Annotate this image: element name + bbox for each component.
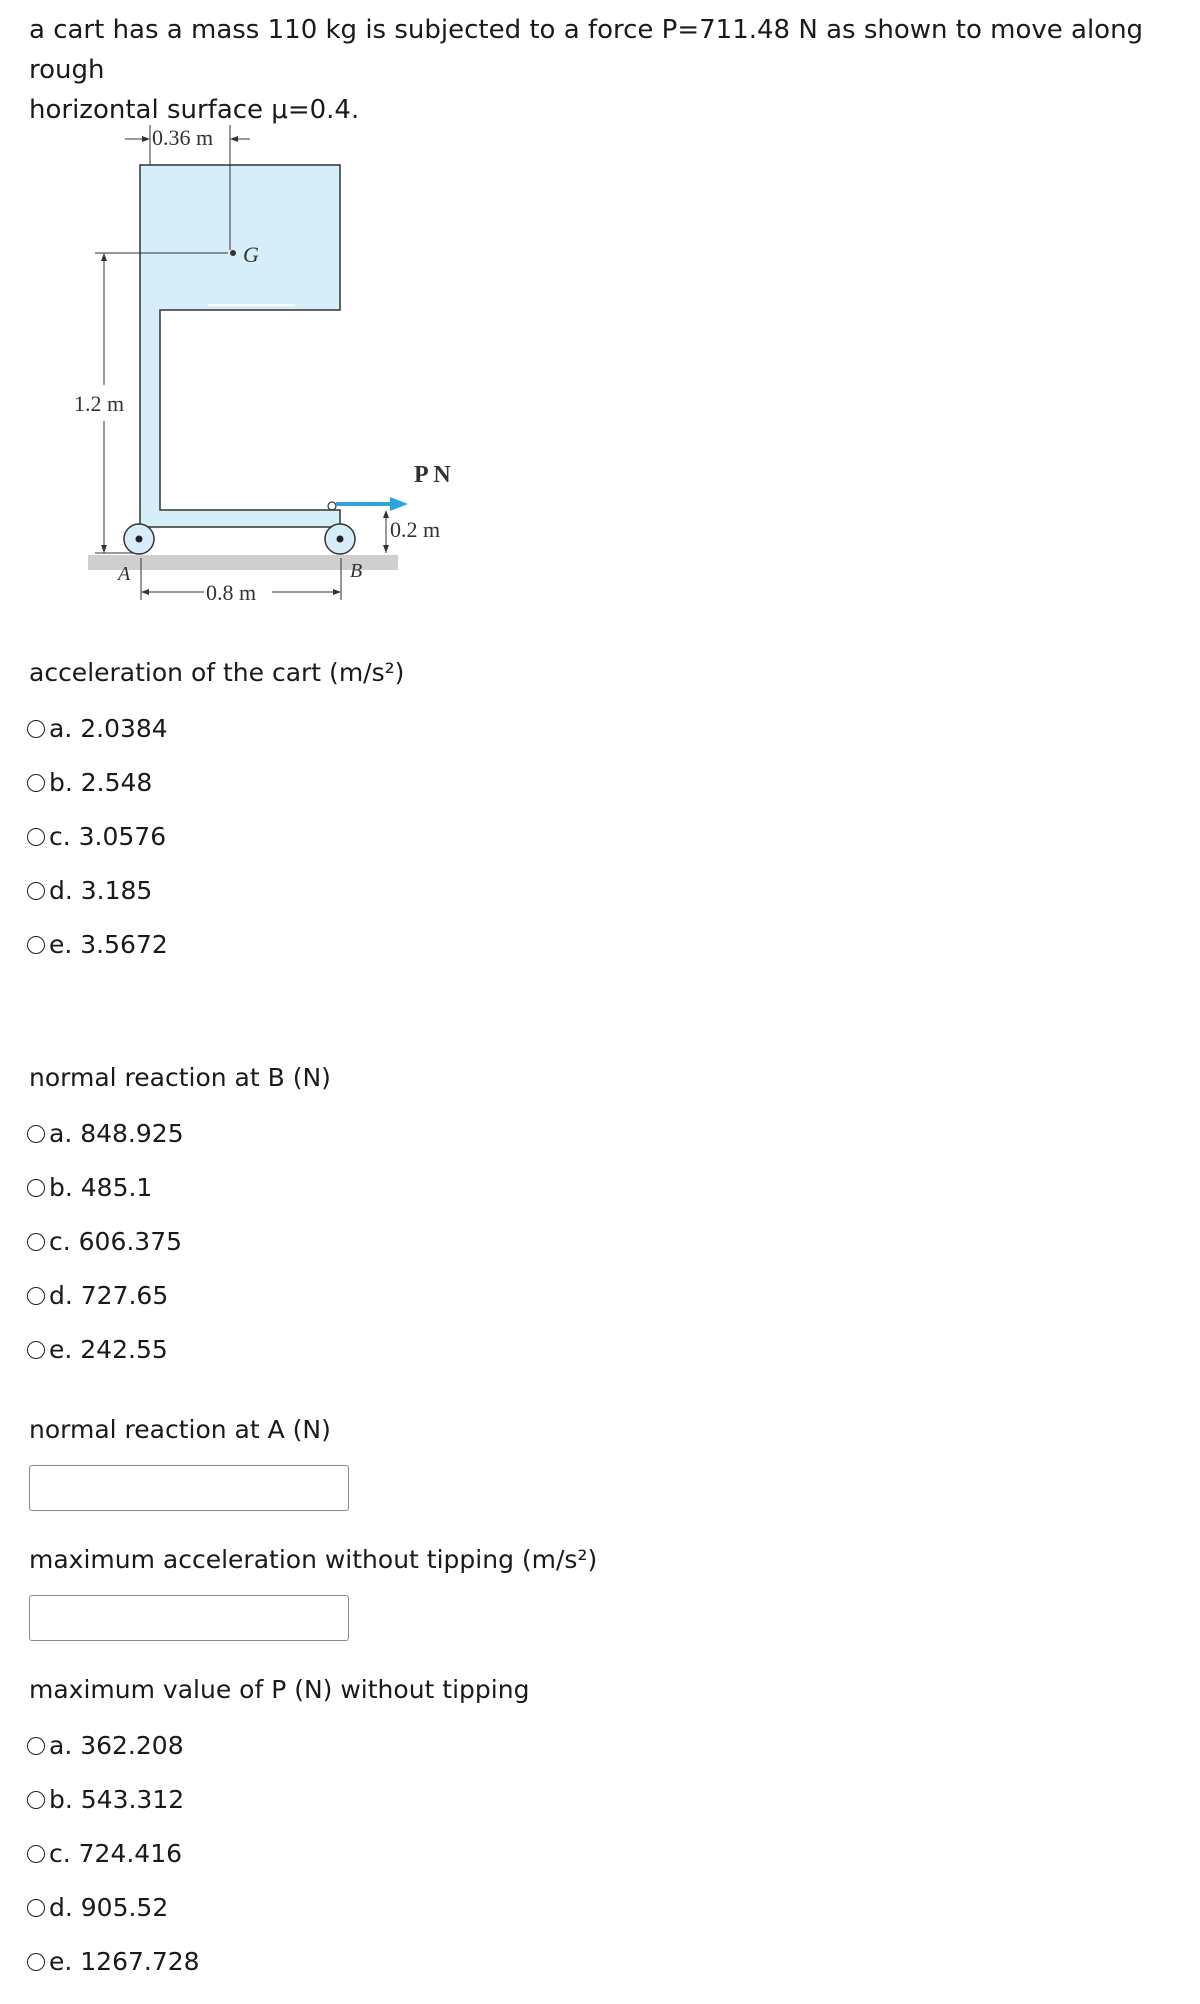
q1-option-d[interactable]: d. 3.185: [27, 874, 152, 908]
max-acceleration-input[interactable]: [29, 1595, 349, 1641]
q5-option-b[interactable]: b. 543.312: [27, 1783, 184, 1817]
cart-body: [140, 165, 340, 527]
radio-icon[interactable]: [27, 936, 45, 954]
q1-option-a[interactable]: a. 2.0384: [27, 712, 168, 746]
radio-icon[interactable]: [27, 1845, 45, 1863]
question-reaction-b: normal reaction at B (N): [29, 1063, 331, 1092]
dim-height-arrowhead-top: [101, 253, 107, 261]
q5-option-a[interactable]: a. 362.208: [27, 1729, 184, 1763]
radio-icon[interactable]: [27, 1341, 45, 1359]
dim-height-arrowhead-bottom: [101, 545, 107, 553]
q1-option-b[interactable]: b. 2.548: [27, 766, 152, 800]
problem-line-1: a cart has a mass 110 kg is subjected to a force P=711.48 N as shown to move along rough: [29, 15, 1144, 85]
radio-icon[interactable]: [27, 774, 45, 792]
q2-option-e[interactable]: e. 242.55: [27, 1333, 168, 1367]
radio-icon[interactable]: [27, 882, 45, 900]
question-reaction-a: normal reaction at A (N): [29, 1415, 331, 1444]
q1-option-c[interactable]: c. 3.0576: [27, 820, 166, 854]
force-label: P N: [414, 462, 451, 488]
center-of-mass-dot: [230, 250, 236, 256]
force-arrowhead: [390, 497, 408, 511]
question-max-acceleration: maximum acceleration without tipping (m/s²): [29, 1545, 598, 1574]
question-acceleration: acceleration of the cart (m/s²): [29, 658, 405, 687]
radio-icon[interactable]: [27, 1791, 45, 1809]
radio-icon[interactable]: [27, 828, 45, 846]
dim-force-height-label: 0.2 m: [390, 517, 441, 542]
dim-wheelbase-label: 0.8 m: [206, 580, 257, 605]
radio-icon[interactable]: [27, 1125, 45, 1143]
q1-option-e[interactable]: e. 3.5672: [27, 928, 168, 962]
dim-top-arrowhead-left: [142, 136, 150, 142]
radio-icon[interactable]: [27, 1179, 45, 1197]
radio-icon[interactable]: [27, 1233, 45, 1251]
cart-diagram: [60, 110, 480, 610]
radio-icon[interactable]: [27, 1899, 45, 1917]
dim-top-label: 0.36 m: [152, 125, 214, 150]
q2-option-c[interactable]: c. 606.375: [27, 1225, 182, 1259]
force-hook: [328, 502, 336, 510]
radio-icon[interactable]: [27, 1287, 45, 1305]
radio-icon[interactable]: [27, 1737, 45, 1755]
radio-icon[interactable]: [27, 1953, 45, 1971]
reaction-a-input[interactable]: [29, 1465, 349, 1511]
q2-option-d[interactable]: d. 727.65: [27, 1279, 168, 1313]
q5-option-c[interactable]: c. 724.416: [27, 1837, 182, 1871]
label-a: A: [118, 563, 131, 585]
q5-option-d[interactable]: d. 905.52: [27, 1891, 168, 1925]
label-b: B: [350, 560, 363, 582]
q2-option-b[interactable]: b. 485.1: [27, 1171, 152, 1205]
dim-height-label: 1.2 m: [74, 391, 125, 416]
dim-top-arrowhead-right: [230, 136, 238, 142]
q5-option-e[interactable]: e. 1267.728: [27, 1945, 200, 1979]
radio-icon[interactable]: [27, 720, 45, 738]
problem-line-2: horizontal surface μ=0.4.: [29, 95, 360, 125]
q2-option-a[interactable]: a. 848.925: [27, 1117, 184, 1151]
label-g: G: [243, 242, 259, 267]
question-max-force: maximum value of P (N) without tipping: [29, 1675, 530, 1704]
